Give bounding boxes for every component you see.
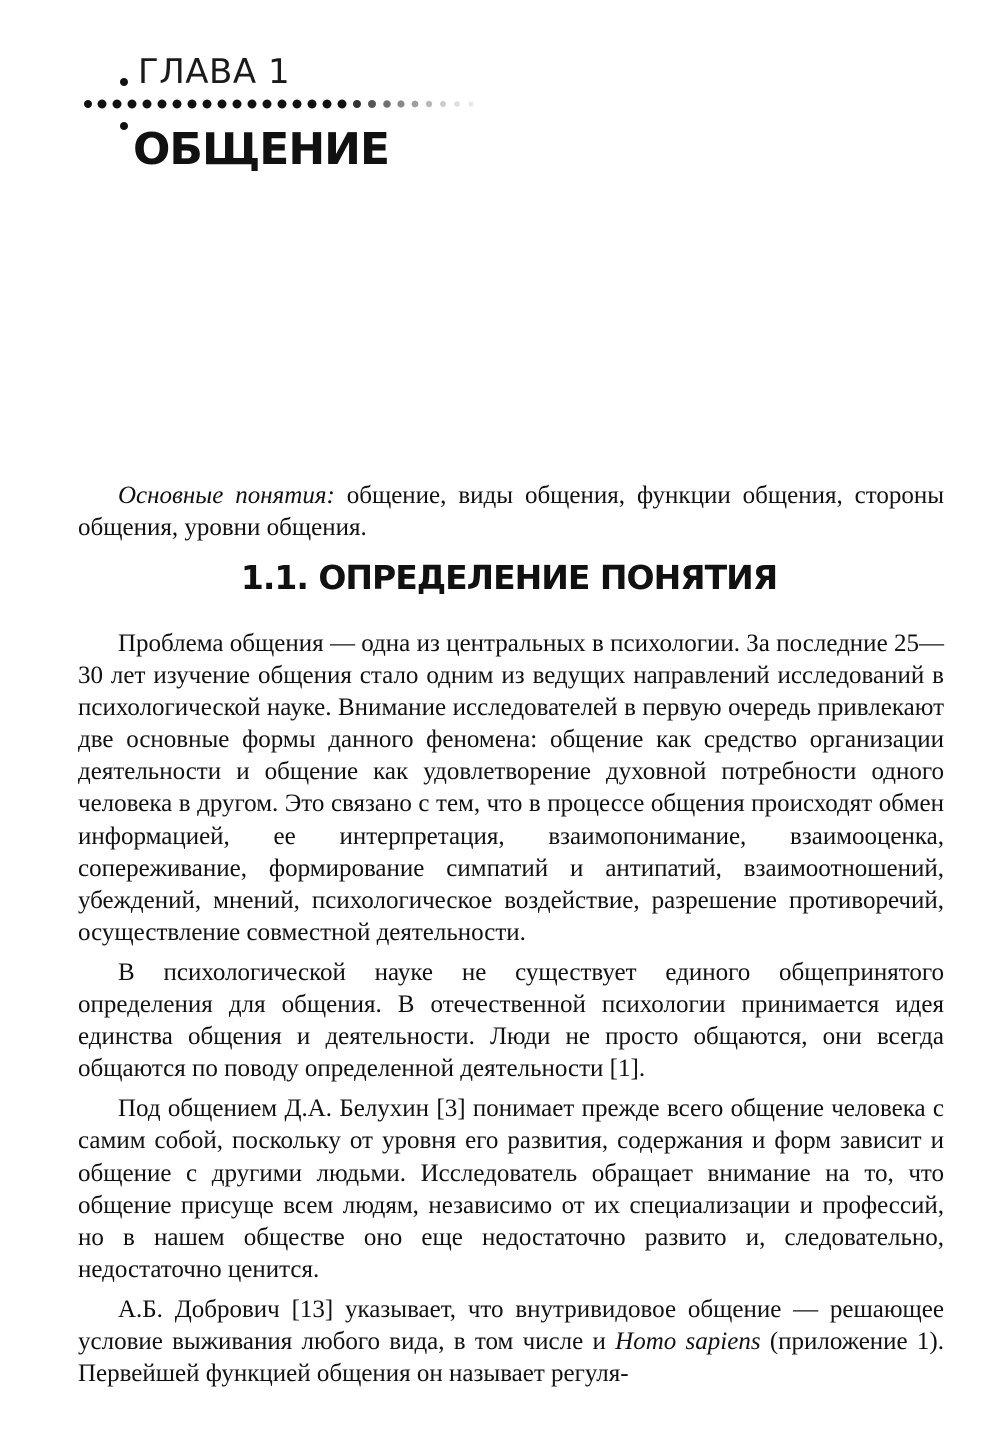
divider-dot — [468, 101, 473, 106]
divider-dot — [368, 100, 376, 108]
paragraph — [78, 1294, 944, 1390]
key-concepts-lead: Основные понятия: — [118, 482, 335, 509]
divider-dot — [440, 101, 446, 107]
divider-dot — [454, 101, 460, 107]
body-text — [78, 628, 944, 1398]
paragraph: В психологической науке не существует единого общепринятого определения для общения. В отечественной психологии принимается идея единства общения и деятельности. Люди не просто общаются, они всегда общаются по поводу определенной деятельности [1]. — [78, 958, 944, 1083]
divider-dot — [173, 100, 182, 109]
divider-dot — [84, 100, 92, 108]
species-name: Homo sapiens — [615, 1327, 761, 1355]
divider-dot — [128, 100, 137, 109]
divider-dot — [203, 100, 212, 109]
divider-dot — [120, 122, 128, 130]
divider-dot — [263, 100, 272, 109]
divider-dot — [233, 100, 242, 109]
divider-dot — [353, 100, 361, 108]
divider-dot — [412, 101, 419, 108]
paragraph: Под общением Д.А. Белухин [3] понимает прежде всего общение человека с самим собой, поскольку от уровня его развития, содержания и форм зависит и общение с другими людьми. Исследователь обращает внимание на то, что общение присуще всем людям, независимо от их специализации и профессий, но в нашем обществе оно еще недостаточно развито и, следовательно, недостаточно ценится. — [78, 1095, 944, 1283]
divider-dot — [120, 78, 128, 86]
divider-dot — [293, 100, 302, 109]
divider-dot — [158, 100, 167, 109]
divider-dot — [248, 100, 257, 109]
divider-dot — [278, 100, 287, 109]
key-concepts-list: общение, виды общения, функции общения, стороны общения, уровни общения. — [78, 482, 945, 541]
divider-dot — [426, 101, 432, 107]
paragraph: Проблема общения — одна из центральных в психологии. За последние 25—30 лет изучение общения стало одним из ведущих направлений исследований в психологической науке. Внимание исследователей в первую очередь привлекают две основные формы данного феномена: общение как средство организации деятельности и общение как удовлетворение духовной потребности одного человека в другом. Это связано с тем, что в процессе общения происходят обмен информацией, ее интерпретация, взаимопонимание, взаимооценка, сопереживание, формирование симпатий и антипатий, взаимоотношений, убеждений, мнений, психологическое воздействие, разрешение противоречий, осуществление совместной деятельности. — [78, 630, 944, 946]
divider-dot — [397, 100, 404, 107]
divider-dot — [308, 100, 317, 109]
divider-dot — [113, 100, 122, 109]
divider-dot — [188, 100, 197, 109]
divider-dot — [323, 100, 332, 109]
divider-dot — [143, 100, 152, 109]
divider-dot — [383, 100, 391, 108]
paragraph-text: (приложение 1). Первейшей функцией общения он называет регуля- — [78, 1327, 945, 1388]
key-concepts — [78, 480, 944, 544]
chapter-label: ГЛАВА 1 — [138, 52, 291, 92]
section-heading: 1.1. ОПРЕДЕЛЕНИЕ ПОНЯТИЯ — [240, 558, 778, 597]
chapter-title: ОБЩЕНИЕ — [133, 124, 390, 175]
divider-dot — [218, 100, 227, 109]
divider-dot — [98, 100, 107, 109]
paragraph-text: А.Б. Добрович [13] указывает, что внутривидовое общение — решающее условие выживания любого вида, в том числе и — [78, 1295, 944, 1355]
divider-dot — [338, 100, 347, 109]
